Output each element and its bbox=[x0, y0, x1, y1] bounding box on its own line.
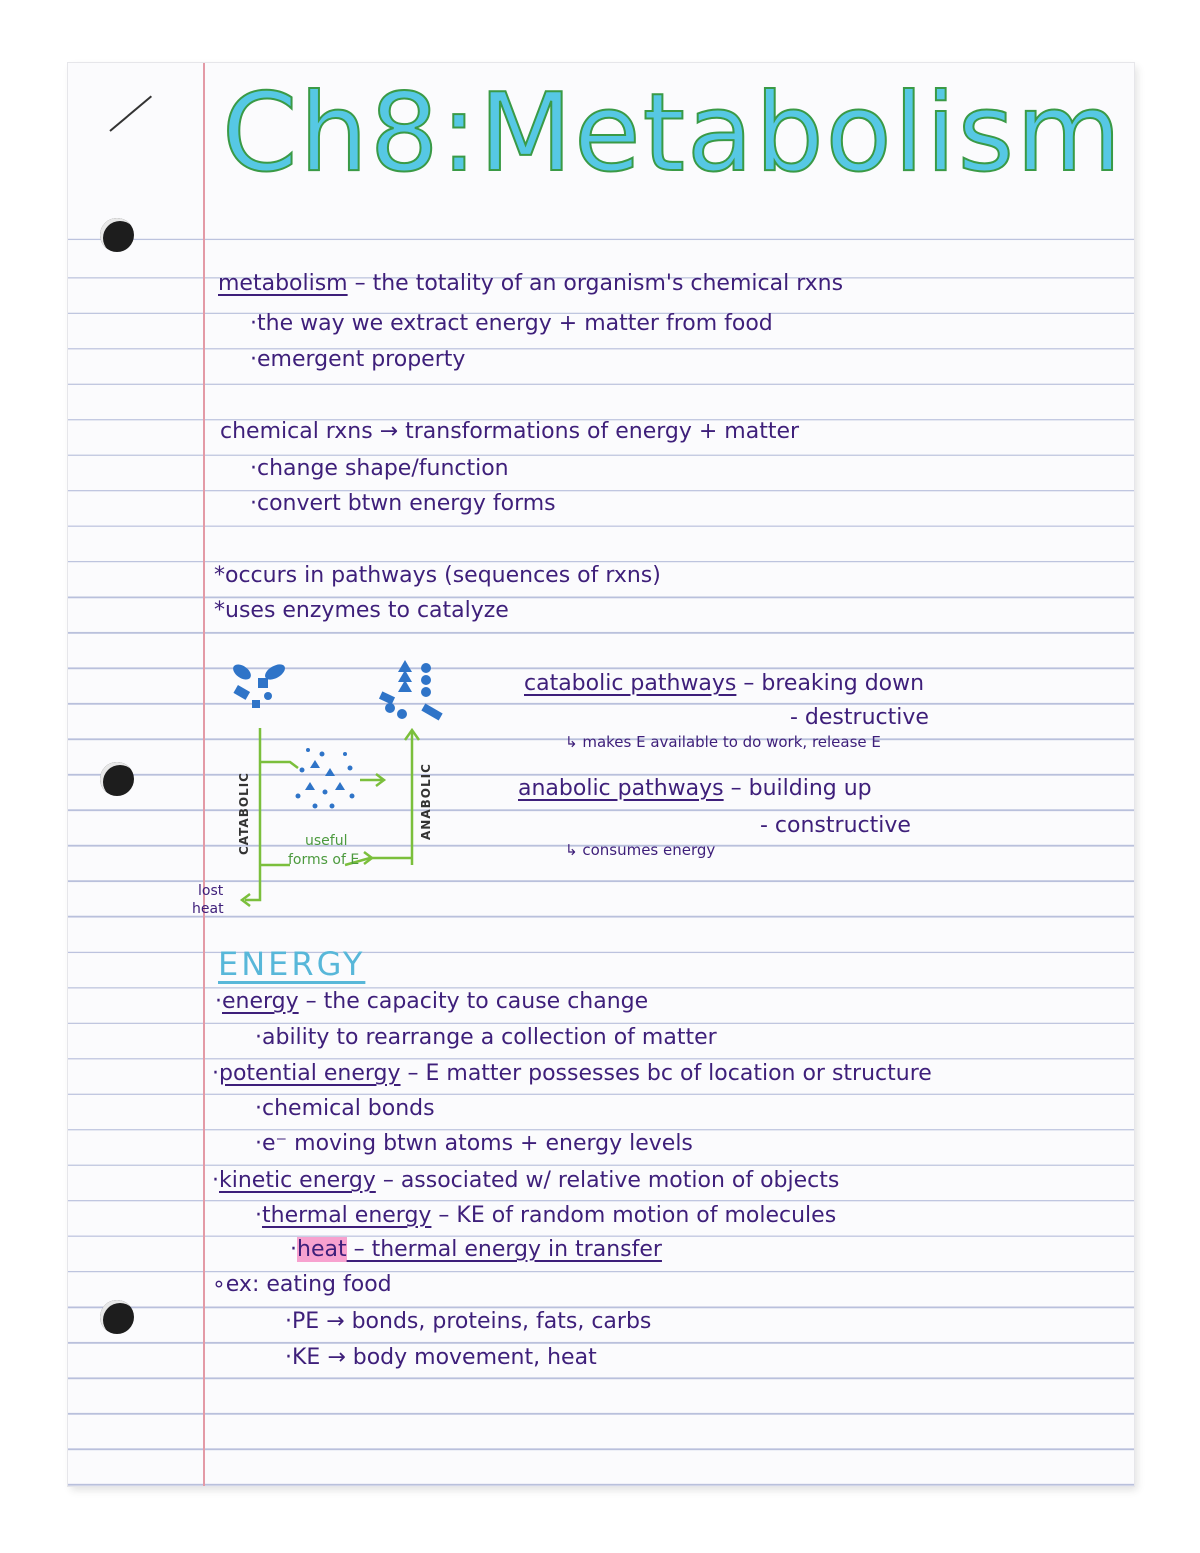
thermal-energy-def: – KE of random motion of molecules bbox=[431, 1203, 837, 1228]
bullet: · bbox=[255, 1025, 262, 1050]
pe-example: PE → bonds, proteins, fats, carbs bbox=[292, 1309, 652, 1334]
bullet: ∘ bbox=[212, 1272, 226, 1297]
metabolism-definition bbox=[218, 270, 843, 298]
note-pathways: *occurs in pathways (sequences of rxns) bbox=[214, 563, 661, 588]
energy-line-7 bbox=[255, 1202, 836, 1230]
anabolic-line bbox=[518, 775, 872, 803]
anabolic-desc: – building up bbox=[723, 776, 872, 801]
catabolic-desc: – breaking down bbox=[736, 671, 925, 696]
catabolic-note: ↳ makes E available to do work, release E bbox=[565, 733, 881, 751]
useful-label-line2: forms of E bbox=[288, 852, 360, 868]
catabolic-term: catabolic pathways bbox=[524, 671, 737, 696]
heat-term: heat bbox=[297, 1237, 347, 1262]
energy-line-5 bbox=[255, 1130, 693, 1158]
potential-energy-def: – E matter possesses bc of location or structure bbox=[400, 1061, 932, 1086]
ke-example: KE → body movement, heat bbox=[292, 1345, 597, 1370]
chemical-rxns-bullet-1: ·change shape/function bbox=[250, 456, 509, 481]
chemical-bonds-text: chemical bonds bbox=[262, 1096, 435, 1121]
energy-line-8 bbox=[290, 1236, 662, 1264]
catabolic-line bbox=[524, 670, 924, 698]
kinetic-energy-def: – associated w/ relative motion of objects bbox=[375, 1168, 840, 1193]
bullet: · bbox=[212, 1168, 219, 1193]
energy-subpoint: ability to rearrange a collection of matter bbox=[262, 1025, 717, 1050]
bullet: · bbox=[215, 989, 222, 1014]
product-molecules-icon bbox=[379, 660, 443, 720]
energy-line-9 bbox=[212, 1271, 392, 1299]
energy-line-11 bbox=[285, 1344, 597, 1372]
bullet: · bbox=[285, 1309, 292, 1334]
electrons-text: e⁻ moving btwn atoms + energy levels bbox=[262, 1131, 693, 1156]
bullet: · bbox=[255, 1096, 262, 1121]
heat-def: – thermal energy in transfer bbox=[346, 1237, 662, 1262]
energy-line-2 bbox=[255, 1024, 717, 1052]
bullet: · bbox=[285, 1345, 292, 1370]
pathway-arrows bbox=[242, 728, 419, 906]
metabolism-definition-text: – the totality of an organism's chemical rxns bbox=[347, 271, 844, 296]
complex-molecules-icon bbox=[230, 661, 287, 708]
metabolism-term: metabolism bbox=[218, 271, 348, 296]
energy-line-1 bbox=[215, 988, 648, 1016]
metabolism-diagram bbox=[190, 650, 470, 920]
energy-line-3 bbox=[212, 1060, 932, 1088]
binder-hole-middle bbox=[100, 762, 134, 796]
example-text: ex: eating food bbox=[225, 1272, 392, 1297]
bullet: · bbox=[255, 1203, 262, 1228]
lost-label: lost bbox=[198, 883, 224, 899]
chemical-rxns-line: chemical rxns → transformations of energy + matter bbox=[220, 419, 800, 444]
energy-line-4 bbox=[255, 1095, 435, 1123]
energy-term: energy bbox=[222, 989, 299, 1014]
anabolic-label: ANABOLIC bbox=[419, 763, 433, 840]
bullet: · bbox=[290, 1237, 297, 1262]
binder-hole-bottom bbox=[100, 1300, 134, 1334]
heat-label: heat bbox=[192, 901, 224, 917]
metabolism-bullet-1: ·the way we extract energy + matter from food bbox=[250, 311, 773, 336]
metabolism-bullet-2: ·emergent property bbox=[250, 347, 466, 372]
chemical-rxns-bullet-2: ·convert btwn energy forms bbox=[250, 491, 556, 516]
note-enzymes: *uses enzymes to catalyze bbox=[214, 598, 509, 623]
energy-line-10 bbox=[285, 1308, 651, 1336]
page-title: Ch8:Metabolism bbox=[222, 71, 1124, 196]
potential-energy-term: potential energy bbox=[219, 1061, 401, 1086]
catabolic-type: - destructive bbox=[790, 705, 929, 730]
thermal-energy-term: thermal energy bbox=[262, 1203, 432, 1228]
catabolic-label: CATABOLIC bbox=[237, 772, 251, 855]
kinetic-energy-term: kinetic energy bbox=[219, 1168, 376, 1193]
building-blocks-icon bbox=[296, 748, 355, 809]
anabolic-term: anabolic pathways bbox=[518, 776, 724, 801]
anabolic-note: ↳ consumes energy bbox=[565, 841, 716, 859]
binder-hole-top bbox=[100, 218, 134, 252]
energy-heading: ENERGY bbox=[218, 945, 366, 983]
energy-line-6 bbox=[212, 1167, 839, 1195]
useful-label-line1: useful bbox=[305, 833, 348, 849]
bullet: · bbox=[255, 1131, 262, 1156]
bullet: · bbox=[212, 1061, 219, 1086]
energy-def: – the capacity to cause change bbox=[298, 989, 649, 1014]
anabolic-type: - constructive bbox=[760, 813, 911, 838]
